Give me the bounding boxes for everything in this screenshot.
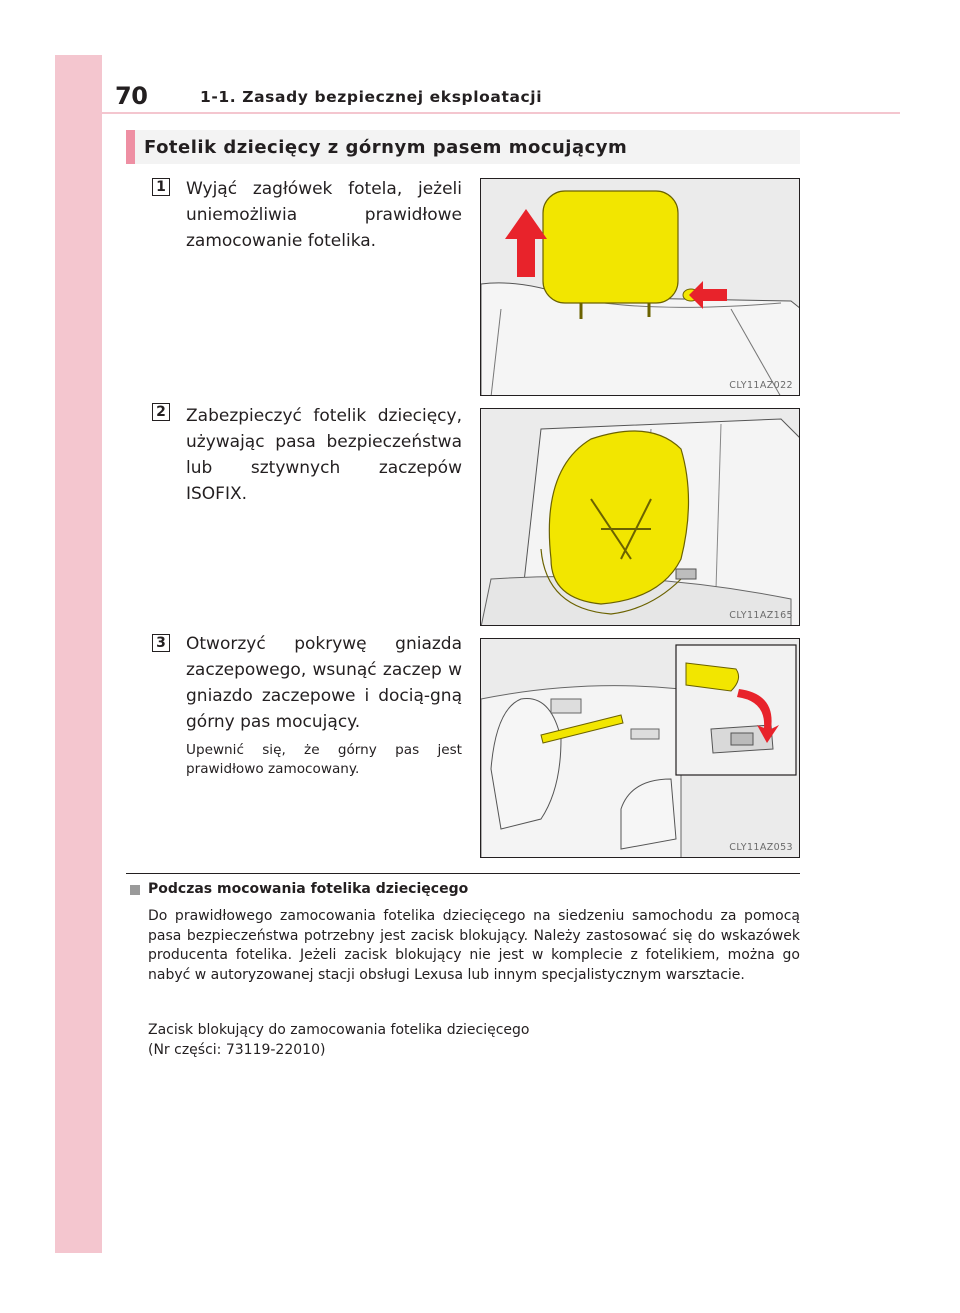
- note-part-number: (Nr części: 73119-22010): [148, 1042, 326, 1058]
- figure-secure-child-seat: [480, 408, 800, 626]
- chapter-title: 1-1. Zasady bezpiecznej eksploatacji: [200, 88, 543, 106]
- figure-remove-headrest: [480, 178, 800, 396]
- figure-code: CLY11AZ165: [729, 610, 793, 621]
- step-3-note: Upewnić się, że górny pas jest prawidłowo zamocowany.: [186, 742, 462, 777]
- step-2-number: 2: [152, 403, 170, 421]
- figure-attach-top-strap: [480, 638, 800, 858]
- note-clip-line: Zacisk blokujący do zamocowania fotelika dziecięcego: [148, 1022, 530, 1038]
- header-rule: [102, 112, 900, 114]
- note-body: Do prawidłowego zamocowania fotelika dziecięcego na siedzeniu samochodu za pomocą pasa bezpieczeństwa potrzebny jest zacisk blokujący. Należy zastosować się do wskazówek producenta fotelika. Jeżeli zacisk blokujący nie jest w komplecie z fotelikiem, można go nabyć w autoryzowanej stacji obsługi Lexusa lub innym specjalistycznym warsztacie.: [148, 908, 800, 983]
- square-bullet-icon: [130, 885, 140, 895]
- child-seat-shape: [549, 431, 688, 604]
- figure-code: CLY11AZ022: [729, 380, 793, 391]
- headrest-illustration: [481, 179, 800, 396]
- side-tab-band: [55, 55, 102, 1253]
- top-strap-illustration: [481, 639, 800, 858]
- note-title: Podczas mocowania fotelika dziecięcego: [148, 881, 469, 897]
- step-3-text: Otworzyć pokrywę gniazda zaczepowego, wsunąć zaczep w gniazdo zaczepowe i docią-gną górny pas mocujący.: [186, 634, 462, 732]
- section-title: Fotelik dziecięcy z górnym pasem mocującym: [144, 137, 628, 158]
- figure-code: CLY11AZ053: [729, 842, 793, 853]
- section-divider: [126, 873, 800, 874]
- step-1-number: 1: [152, 178, 170, 196]
- step-1-text: Wyjąć zagłówek fotela, jeżeli uniemożliwia prawidłowe zamocowanie fotelika.: [186, 179, 462, 251]
- headrest-shape: [543, 191, 678, 303]
- page-number: 70: [115, 82, 148, 110]
- step-3-number: 3: [152, 634, 170, 652]
- child-seat-illustration: [481, 409, 800, 626]
- step-2-text: Zabezpieczyć fotelik dziecięcy, używając pasa bezpieczeństwa lub sztywnych zaczepów ISOFIX.: [186, 406, 462, 504]
